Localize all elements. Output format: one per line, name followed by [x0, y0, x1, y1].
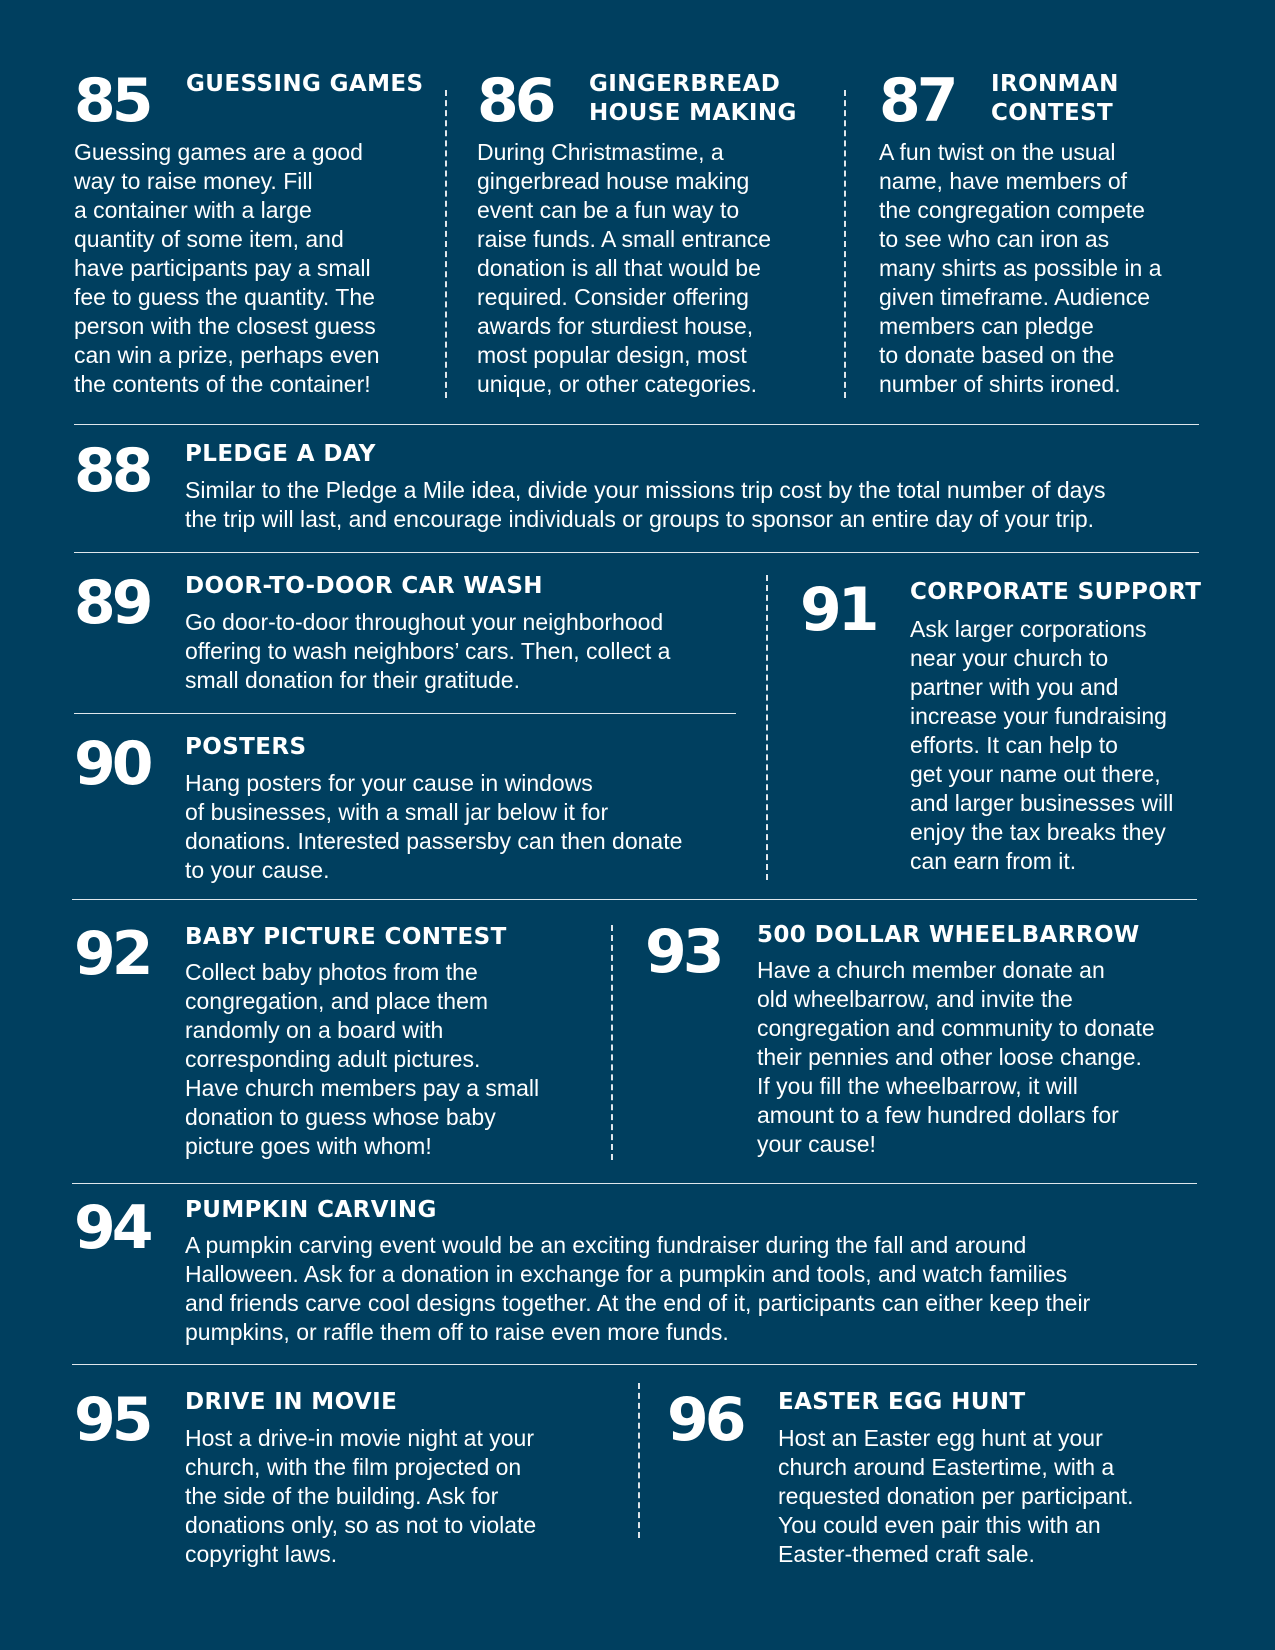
idea-description: A pumpkin carving event would be an exciting fundraiser during the fall and around Halloween. Ask for a donation in exchange for a pumpkin and tools, and watch families and friends carve cool designs together. At the end of it, participants can either keep their pumpkins, or raffle them off to raise even more funds. — [185, 1232, 1091, 1345]
idea-number: 88 — [74, 436, 150, 506]
idea-title: POSTERS — [185, 734, 307, 760]
idea-number: 96 — [667, 1385, 743, 1455]
column-divider-92-93 — [611, 925, 613, 1160]
idea-title: IRONMAN CONTEST — [991, 71, 1119, 126]
idea-number: 85 — [74, 66, 150, 136]
idea-number: 87 — [879, 66, 955, 136]
idea-number: 95 — [74, 1385, 150, 1455]
column-divider-95-96 — [638, 1383, 640, 1538]
column-divider-85-86 — [445, 90, 447, 398]
idea-description: Have a church member donate an old wheelbarrow, and invite the congregation and community to donate their pennies and other loose change. If you fill the wheelbarrow, it will amount to a few hundred dollars for your cause! — [757, 957, 1155, 1157]
idea-description: Similar to the Pledge a Mile idea, divide your missions trip cost by the total number of days the trip will last, and encourage individuals or groups to sponsor an entire day of your trip. — [185, 477, 1106, 532]
row-divider-1 — [74, 424, 1199, 425]
row-divider-5 — [72, 1364, 1197, 1365]
idea-number: 86 — [477, 66, 553, 136]
idea-description: Guessing games are a good way to raise money. Fill a container with a large quantity of some item, and have participants pay a small fee to guess the quantity. The person with the closest guess can win a prize, perhaps even the contents of the container! — [74, 139, 380, 397]
idea-description: Go door-to-door throughout your neighborhood offering to wash neighbors’ cars. Then, collect a small donation for their gratitude. — [185, 609, 671, 693]
idea-number: 94 — [74, 1193, 150, 1263]
idea-description: Ask larger corporations near your church to partner with you and increase your fundraising efforts. It can help to get your name out there, and larger businesses will enjoy the tax breaks they can earn from it. — [910, 616, 1174, 874]
idea-description: A fun twist on the usual name, have members of the congregation compete to see who can iron as many shirts as possible in a given timeframe. Audience members can pledge to donate based on the number of shirts ironed. — [879, 139, 1162, 397]
idea-number: 91 — [800, 575, 876, 645]
idea-title: DRIVE IN MOVIE — [185, 1389, 398, 1415]
idea-description: Hang posters for your cause in windows of businesses, with a small jar below it for donations. Interested passersby can then donate to your cause. — [185, 770, 683, 883]
idea-description: Host an Easter egg hunt at your church around Eastertime, with a requested donation per participant. You could even pair this with an Easter-themed craft sale. — [778, 1425, 1134, 1567]
idea-description: Collect baby photos from the congregation, and place them randomly on a board with corresponding adult pictures. Have church members pay a small donation to guess whose baby picture goes with whom! — [185, 959, 540, 1159]
idea-title: GUESSING GAMES — [186, 71, 424, 97]
idea-title: BABY PICTURE CONTEST — [185, 924, 507, 950]
row-divider-4 — [72, 1183, 1197, 1184]
idea-title: EASTER EGG HUNT — [778, 1389, 1026, 1415]
idea-number: 92 — [74, 919, 150, 989]
row-divider-2 — [74, 552, 1199, 553]
column-divider-86-87 — [844, 90, 846, 398]
row-divider-3 — [72, 899, 1197, 900]
idea-description: Host a drive-in movie night at your church, with the film projected on the side of the building. Ask for donations only, so as not to violate copyright laws. — [185, 1425, 537, 1567]
idea-title: 500 DOLLAR WHEELBARROW — [757, 922, 1140, 948]
idea-title: DOOR-TO-DOOR CAR WASH — [185, 573, 543, 599]
idea-title: GINGERBREAD HOUSE MAKING — [589, 71, 797, 126]
idea-title: CORPORATE SUPPORT — [910, 579, 1202, 605]
idea-number: 89 — [74, 568, 150, 638]
idea-number: 93 — [645, 917, 721, 987]
idea-title: PLEDGE A DAY — [185, 441, 376, 467]
row-divider-89-90 — [74, 713, 736, 714]
idea-description: During Christmastime, a gingerbread house making event can be a fun way to raise funds. A small entrance donation is all that would be required. Consider offering awards for sturdiest house, most popular design, most unique, or other categories. — [477, 139, 772, 397]
idea-title: PUMPKIN CARVING — [185, 1197, 437, 1223]
idea-number: 90 — [74, 729, 150, 799]
column-divider-90-91 — [766, 575, 768, 880]
